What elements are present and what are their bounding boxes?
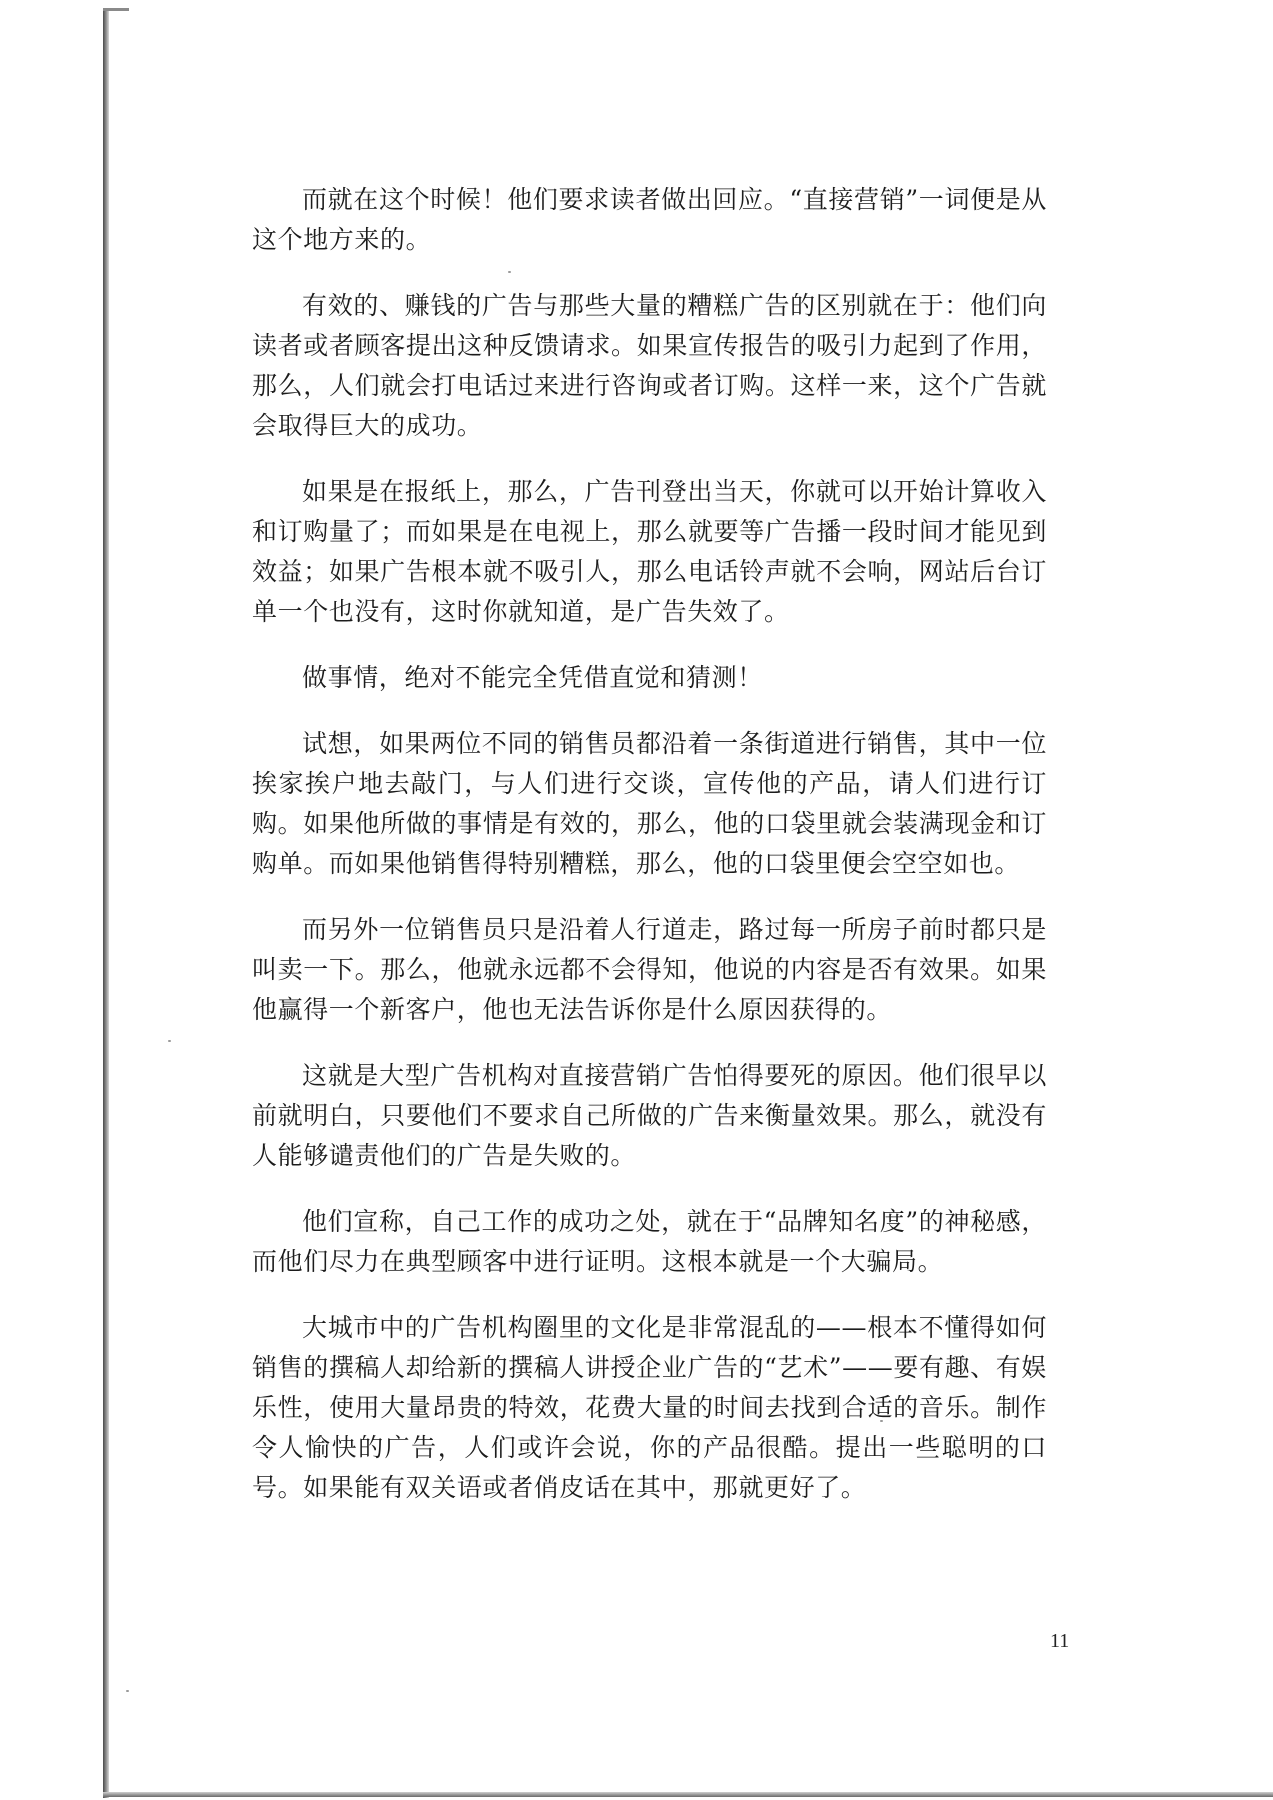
paragraph: 这就是大型广告机构对直接营销广告怕得要死的原因。他们很早以前就明白，只要他们不要求自己所做的广告来衡量效果。那么，就没有人能够谴责他们的广告是失败的。 <box>252 1061 1047 1170</box>
body-text <box>252 180 1047 1534</box>
paragraph: 如果是在报纸上，那么，广告刊登出当天，你就可以开始计算收入和订购量了；而如果是在电视上，那么就要等广告播一段时间才能见到效益；如果广告根本就不吸引人，那么电话铃声就不会响，网站后台订单一个也没有，这时你就知道，是广告失效了。 <box>252 477 1047 626</box>
page-corner-mark <box>103 8 129 11</box>
scan-speck <box>126 1690 129 1692</box>
paragraph: 做事情，绝对不能完全凭借直觉和猜测！ <box>302 663 763 692</box>
paragraph: 有效的、赚钱的广告与那些大量的糟糕广告的区别就在于：他们向读者或者顾客提出这种反馈请求。如果宣传报告的吸引力起到了作用，那么，人们就会打电话过来进行咨询或者订购。这样一来，这个广告就会取得巨大的成功。 <box>252 291 1047 440</box>
paragraph: 而另外一位销售员只是沿着人行道走，路过每一所房子前时都只是叫卖一下。那么，他就永远都不会得知，他说的内容是否有效果。如果他赢得一个新客户，他也无法告诉你是什么原因获得的。 <box>252 915 1047 1024</box>
paragraph: 他们宣称，自己工作的成功之处，就在于“品牌知名度”的神秘感，而他们尽力在典型顾客中进行证明。这根本就是一个大骗局。 <box>252 1207 1047 1276</box>
page-binding-edge <box>103 8 109 1798</box>
page-number: 11 <box>1050 1630 1070 1652</box>
paragraph: 而就在这个时候！他们要求读者做出回应。“直接营销”一词便是从这个地方来的。 <box>252 185 1047 254</box>
paragraph: 大城市中的广告机构圈里的文化是非常混乱的——根本不懂得如何销售的撰稿人却给新的撰稿人讲授企业广告的“艺术”——要有趣、有娱乐性，使用大量昂贵的特效，花费大量的时间去找到合适的音乐。制作令人愉快的广告，人们或许会说，你的产品很酷。提出一些聪明的口号。如果能有双关语或者俏皮话在其中，那就更好了。 <box>252 1313 1047 1502</box>
scan-speck <box>168 1040 171 1042</box>
page-bottom-edge <box>103 1792 1273 1797</box>
paragraph: 试想，如果两位不同的销售员都沿着一条街道进行销售，其中一位挨家挨户地去敲门，与人们进行交谈，宣传他的产品，请人们进行订购。如果他所做的事情是有效的，那么，他的口袋里就会装满现金和订购单。而如果他销售得特别糟糕，那么，他的口袋里便会空空如也。 <box>252 729 1047 878</box>
